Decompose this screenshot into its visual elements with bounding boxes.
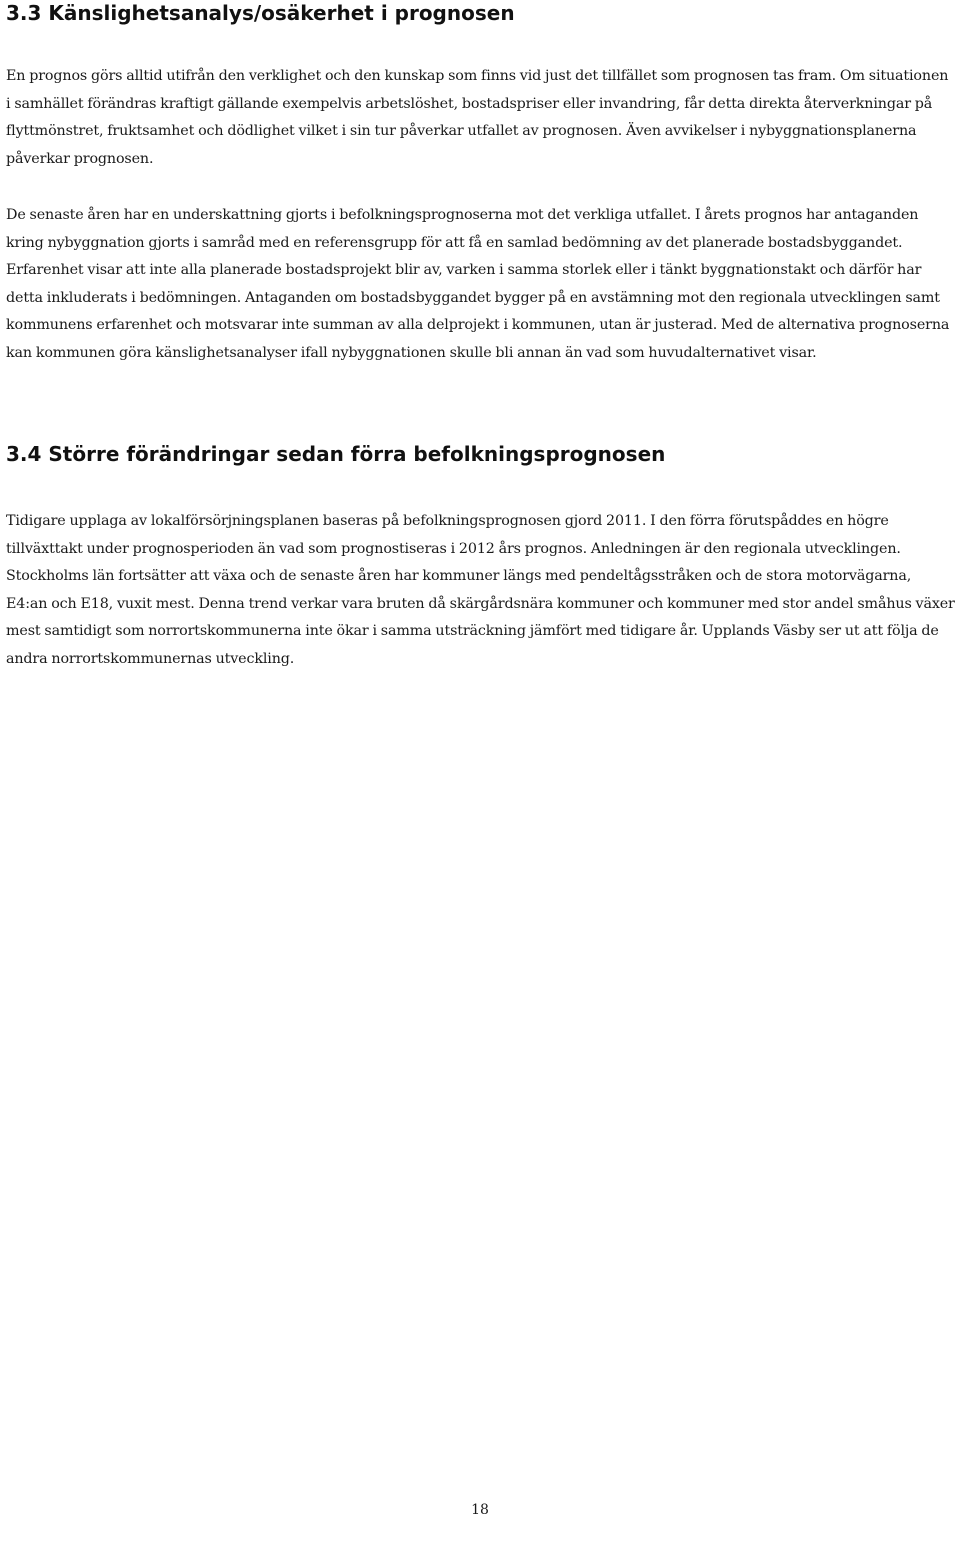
paragraph-forecast-changes: Tidigare upplaga av lokalförsörjningsplanen baseras på befolkningsprognosen gjord 2011. I den förra förutspåddes en högre tillväxttakt under prognosperioden än vad som prognostiseras i 2012 års prognos. Anledningen är den regionala utvecklingen. Stockholms län fortsätter att växa och de senaste åren har kommuner längs med pendeltågsstråken och de stora motorvägarna, E4:an och E18, vuxit mest. Denna trend verkar vara bruten då skärgårdsnära kommuner och kommuner med stor andel småhus växer mest samtidigt som norrortskommunerna inte ökar i samma utsträckning jämfört med tidigare år. Upplands Väsby ser ut att följa de andra norrortskommunernas utveckling. (6, 513, 955, 667)
page-number: 18 (471, 1502, 489, 1518)
section-heading-3-4: 3.4 Större förändringar sedan förra befolkningsprognosen (6, 442, 666, 466)
paragraph-forecast-uncertainty: En prognos görs alltid utifrån den verklighet och den kunskap som finns vid just det tillfället som prognosen tas fram. Om situationen i samhället förändras kraftigt gällande exempelvis arbetslöshet, bostadspriser eller invandring, får detta direkta återverkningar på flyttmönstret, fruktsamhet och dödlighet vilket i sin tur påverkar utfallet av prognosen. Även avvikelser i nybyggnationsplanerna påverkar prognosen. (6, 68, 949, 167)
paragraph-housing-assumptions: De senaste åren har en underskattning gjorts i befolkningsprognoserna mot det verkliga utfallet. I årets prognos har antaganden kring nybyggnation gjorts i samråd med en referensgrupp för att få en samlad bedömning av det planerade bostadsbyggandet. Erfarenhet visar att inte alla planerade bostadsprojekt blir av, varken i samma storlek eller i tänkt byggnationstakt och därför har detta inkluderats i bedömningen. Antaganden om bostadsbyggandet bygger på en avstämning mot den regionala utvecklingen samt kommunens erfarenhet och motsvarar inte summan av alla delprojekt i kommunen, utan är justerad. Med de alternativa prognoserna kan kommunen göra känslighetsanalyser ifall nybyggnationen skulle bli annan än vad som huvudalternativet visar. (6, 207, 950, 361)
section-heading-3-3: 3.3 Känslighetsanalys/osäkerhet i prognosen (6, 1, 515, 25)
